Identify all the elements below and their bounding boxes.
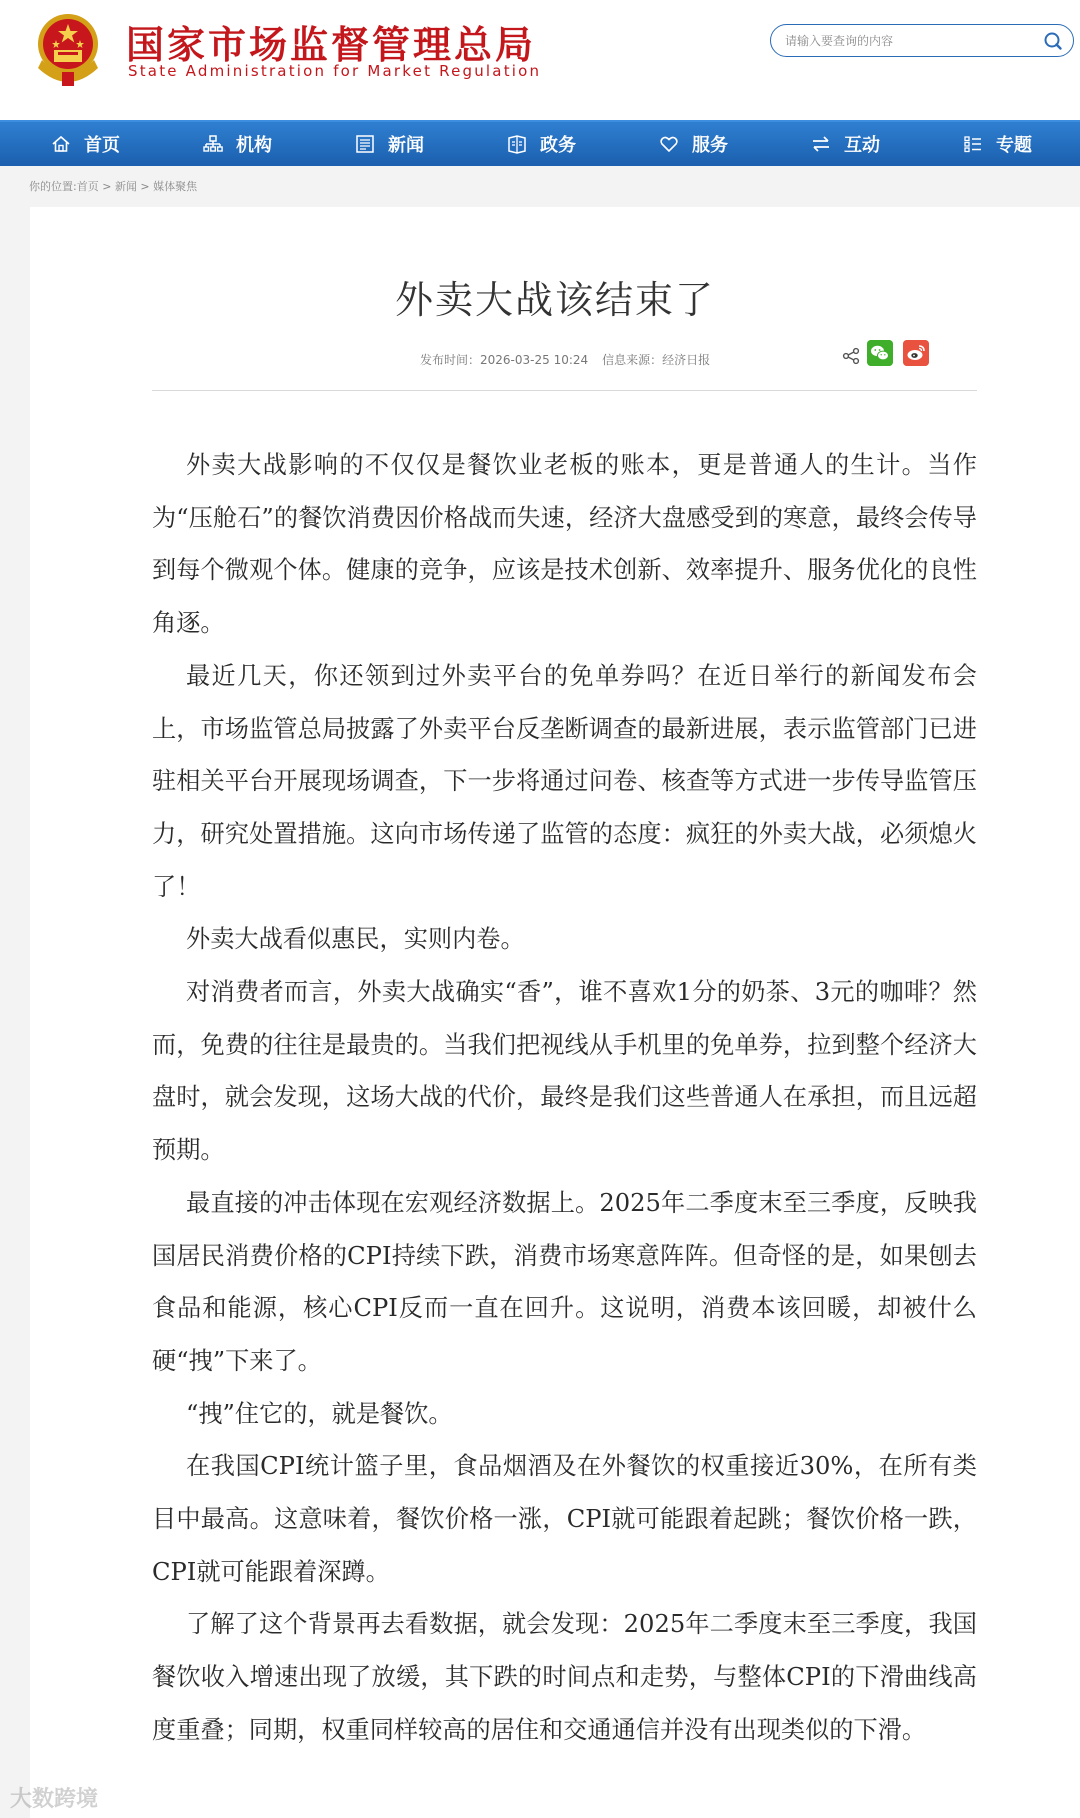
nav-item-interaction[interactable] [810,122,880,166]
share-icon[interactable] [842,347,860,365]
exchange-arrows-icon [810,133,832,155]
national-emblem-icon[interactable] [32,10,104,90]
nav-label: 新闻 [388,135,424,156]
site-subtitle: State Administration for Market Regulation [128,62,542,80]
breadcrumb-home[interactable]: 首页 [76,180,99,193]
nav-label: 专题 [996,135,1032,156]
article-meta [420,351,710,368]
nav-label: 机构 [236,135,272,156]
paragraph: 在我国CPI统计篮子里，食品烟酒及在外餐饮的权重接近30%，在所有类目中最高。这意味着，餐饮价格一涨，CPI就可能跟着起跳；餐饮价格一跌，CPI就可能跟着深蹲。 [152,1452,977,1586]
breadcrumb-separator: > [136,180,154,193]
article-title: 外卖大战该结束了 [394,278,715,322]
list-icon [962,133,984,155]
search-input[interactable] [783,29,1027,53]
nav-item-institutions[interactable] [202,122,272,166]
nav-item-services[interactable] [658,122,728,166]
article-body [152,439,977,1757]
meta-divider [152,390,977,391]
wechat-share-icon[interactable] [867,340,893,366]
search-icon[interactable] [1043,31,1063,51]
breadcrumb-separator: > [98,180,115,193]
nav-item-topics[interactable] [962,122,1032,166]
paragraph: 了解了这个背景再去看数据，就会发现：2025年二季度末至三季度，我国餐饮收入增速出现了放缓，其下跌的时间点和走势，与整体CPI的下滑曲线高度重叠；同期，权重同样较高的居住和交通通信并没有出现类似的下滑。 [152,1610,977,1744]
org-chart-icon [202,133,224,155]
site-header [0,0,1080,120]
search-box [770,24,1074,57]
article-container [30,207,1080,1818]
watermark: 大数跨境 [10,1787,99,1812]
paragraph: 对消费者而言，外卖大战确实“香”，谁不喜欢1分的奶茶、3元的咖啡？然而，免费的往往是最贵的。当我们把视线从手机里的免单券，拉到整个经济大盘时，就会发现，这场大战的代价，最终是我们这些普通人在承担，而且远超预期。 [152,978,977,1165]
nav-label: 互动 [844,135,880,156]
weibo-share-icon[interactable] [903,340,929,366]
publish-time: 2026-03-25 10:24 [480,353,589,367]
home-icon [50,133,72,155]
news-icon [354,133,376,155]
site-title[interactable]: 国家市场监督管理总局 [126,22,537,67]
nav-label: 政务 [540,135,576,156]
source: 经济日报 [662,353,711,367]
nav-item-home[interactable] [50,122,120,166]
paragraph: 最直接的冲击体现在宏观经济数据上。2025年二季度末至三季度，反映我国居民消费价格的CPI持续下跌，消费市场寒意阵阵。但奇怪的是，如果刨去食品和能源，核心CPI反而一直在回升。这说明，消费本该回暖，却被什么硬“拽”下来了。 [152,1188,977,1375]
nav-label: 首页 [84,135,120,156]
nav-item-news[interactable] [354,122,424,166]
main-nav [0,120,1080,166]
paragraph: 外卖大战看似惠民，实则内卷。 [186,925,525,954]
paragraph: “拽”住它的，就是餐饮。 [186,1399,453,1428]
paragraph: 外卖大战影响的不仅仅是餐饮业老板的账本，更是普通人的生计。当作为“压舱石”的餐饮消费因价格战而失速，经济大盘感受到的寒意，最终会传导到每个微观个体。健康的竞争，应该是技术创新、效率提升、服务优化的良性角逐。 [152,451,977,638]
nav-item-government-affairs[interactable] [506,122,576,166]
publish-time-label: 发布时间： [420,353,481,367]
breadcrumb-media-focus[interactable]: 媒体聚焦 [153,180,198,193]
nav-label: 服务 [692,135,728,156]
breadcrumb-prefix: 你的位置: [29,180,77,193]
paragraph: 最近几天，你还领到过外卖平台的免单券吗？在近日举行的新闻发布会上，市场监管总局披露了外卖平台反垄断调查的最新进展，表示监管部门已进驻相关平台开展现场调查，下一步将通过问卷、核查等方式进一步传导监管压力，研究处置措施。这向市场传递了监管的态度：疯狂的外卖大战，必须熄火了！ [152,661,977,901]
source-label: 信息来源： [602,353,663,367]
government-affairs-icon [506,133,528,155]
heart-icon [658,133,680,155]
breadcrumb [29,178,197,194]
breadcrumb-news[interactable]: 新闻 [114,180,137,193]
